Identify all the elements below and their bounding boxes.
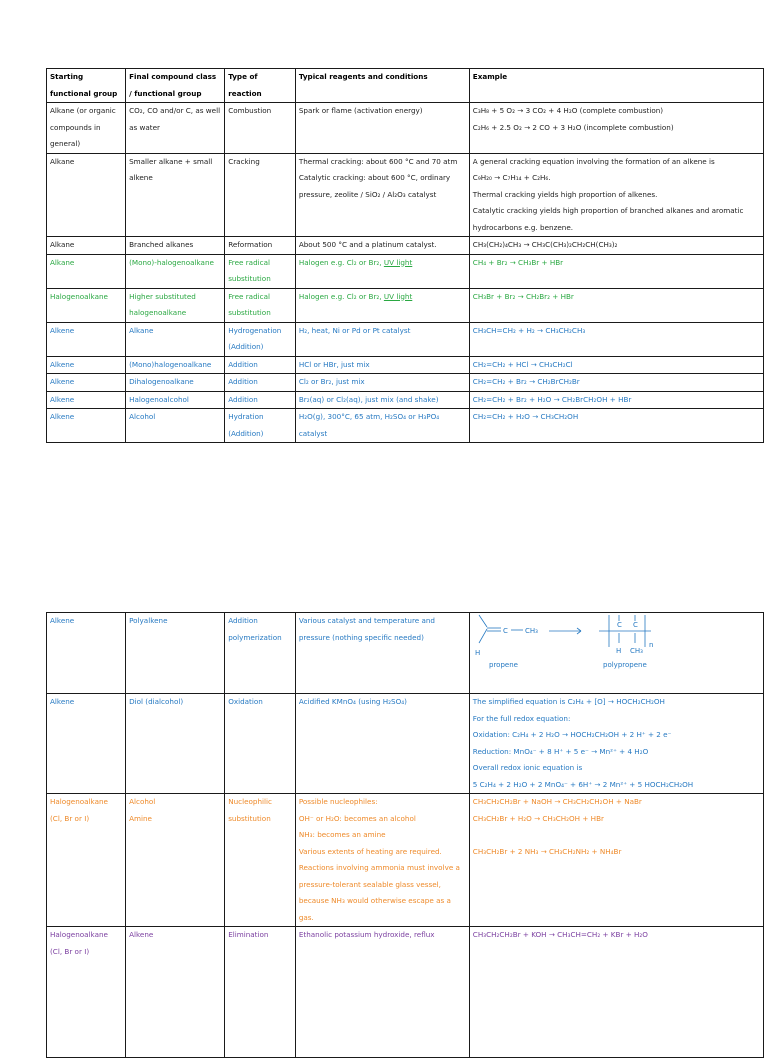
- reagent-line: Various catalyst and temperature and pressure (nothing specific needed): [298, 616, 435, 642]
- cell-start: Alkene: [47, 322, 126, 356]
- reactions-table-1: [46, 68, 764, 443]
- reagents-text: Halogen e.g. Cl₂ or Br₂,: [298, 291, 382, 301]
- reagent-line: NH₃: becomes an amine: [298, 830, 386, 839]
- table-row: [47, 237, 764, 255]
- final-line: Alcohol: [129, 797, 156, 806]
- polypropene-label: polypropene: [602, 661, 647, 669]
- cell-type: Elimination: [225, 927, 296, 1058]
- cell-type: Free radical substitution: [225, 254, 296, 288]
- header-type: Type of reaction: [225, 69, 296, 103]
- cell-type: Free radical substitution: [225, 288, 296, 322]
- example-line: CH₃CH₂Br + 2 NH₃ → CH₃CH₂NH₂ + NH₄Br: [472, 846, 622, 856]
- start-line: Alkene: [50, 616, 75, 625]
- cell-reagents: [295, 409, 469, 443]
- cell-example: [469, 409, 763, 443]
- cell-reagents: [295, 356, 469, 374]
- cell-example: [469, 356, 763, 374]
- cell-start: Alkene: [47, 374, 126, 392]
- cell-reagents: [295, 322, 469, 356]
- cell-start: Alkane: [47, 237, 126, 255]
- example-line: A general cracking equation involving the formation of an alkene is: [472, 156, 715, 166]
- example-line: CH₃CH=CH₂ + H₂ → CH₃CH₂CH₃: [472, 325, 586, 335]
- table-row: [47, 694, 764, 794]
- cell-example: [469, 153, 763, 237]
- cell-final: Smaller alkane + small alkene: [126, 153, 225, 237]
- reactions-table-2: [46, 612, 764, 1058]
- cell-type: Combustion: [225, 103, 296, 154]
- cell-final: Alcohol: [126, 409, 225, 443]
- cell-start: Alkane: [47, 153, 126, 237]
- example-line: CH₂=CH₂ + Br₂ → CH₂BrCH₂Br: [472, 377, 580, 386]
- cell-start: [47, 927, 126, 1058]
- propene-label: propene: [488, 661, 518, 669]
- cell-type: Hydration (Addition): [225, 409, 296, 443]
- cell-final: Alkane: [126, 322, 225, 356]
- table-row: [47, 391, 764, 409]
- cell-example: [469, 374, 763, 392]
- cell-type: Reformation: [225, 237, 296, 255]
- cell-reagents: [295, 927, 469, 1058]
- cell-example: [469, 254, 763, 288]
- h-label: H: [474, 649, 481, 657]
- cell-example: [469, 237, 763, 255]
- cell-start: Alkene: [47, 391, 126, 409]
- cell-example: [469, 613, 763, 694]
- reagents-text: Thermal cracking: about 600 °C and 70 atm Catalytic cracking: about 600 °C, ordinary pressure, zeolite / SiO₂ / Al₂O₃ catalyst: [298, 156, 458, 199]
- polymerization-diagram: [473, 613, 743, 689]
- header-reagents: Typical reagents and conditions: [295, 69, 469, 103]
- example-line: 5 C₂H₄ + 2 H₂O + 2 MnO₄⁻ + 6H⁺ → 2 Mn²⁺ + 5 HOCH₂CH₂OH: [472, 779, 694, 789]
- cell-start: Alkane (or organic compounds in general): [47, 103, 126, 154]
- cell-start: [47, 613, 126, 694]
- arrow-head: [577, 631, 581, 634]
- cell-type: Addition: [225, 356, 296, 374]
- cell-example: [469, 103, 763, 154]
- start-line: Halogenoalkane: [50, 797, 108, 806]
- reagent-line: Ethanolic potassium hydroxide, reflux: [298, 930, 435, 939]
- cell-final: Branched alkanes: [126, 237, 225, 255]
- header-row: [47, 69, 764, 103]
- reagents-underlined: UV light: [383, 291, 413, 301]
- cell-example: [469, 794, 763, 927]
- example-line: C₉H₂₀ → C₇H₁₄ + C₂H₆.: [472, 173, 551, 182]
- example-line: [473, 827, 760, 844]
- header-start: Starting functional group: [47, 69, 126, 103]
- cell-start: [47, 694, 126, 794]
- cell-type: Hydrogenation (Addition): [225, 322, 296, 356]
- cell-example: [469, 927, 763, 1058]
- cell-start: Alkene: [47, 409, 126, 443]
- cell-reagents: [295, 374, 469, 392]
- bond: [479, 615, 487, 627]
- cell-start: Halogenoalkane: [47, 288, 126, 322]
- cell-reagents: [295, 391, 469, 409]
- c-label: C: [502, 627, 508, 635]
- bond: [479, 629, 487, 643]
- example-line: CH₂=CH₂ + HCl → CH₃CH₂Cl: [472, 359, 573, 369]
- c-label: C: [616, 621, 622, 629]
- table-row: [47, 927, 764, 1058]
- reagents-text: Spark or flame (activation energy): [298, 106, 423, 115]
- example-line: For the full redox equation:: [472, 713, 571, 723]
- cell-start: Alkane: [47, 254, 126, 288]
- table-row: [47, 153, 764, 237]
- table-row: [47, 794, 764, 927]
- cell-final: Higher substituted halogenoalkane: [126, 288, 225, 322]
- final-line: Alkene: [129, 930, 154, 939]
- reagents-text: Br₂(aq) or Cl₂(aq), just mix (and shake): [298, 394, 439, 404]
- cell-start: [47, 794, 126, 927]
- example-line: Overall redox ionic equation is: [472, 763, 583, 772]
- reagents-text: Halogen e.g. Cl₂ or Br₂,: [298, 257, 382, 267]
- final-line: Amine: [129, 813, 152, 823]
- start-line: Halogenoalkane: [50, 930, 108, 939]
- table-row: [47, 374, 764, 392]
- cell-start: Alkene: [47, 356, 126, 374]
- cell-reagents: [295, 694, 469, 794]
- cell-final: [126, 694, 225, 794]
- cell-reagents: [295, 103, 469, 154]
- start-line: Alkene: [50, 697, 75, 706]
- example-line: C₂H₆ + 2.5 O₂ → 2 CO + 3 H₂O (incomplete combustion): [472, 122, 674, 132]
- reagent-line: Possible nucleophiles:: [298, 797, 378, 806]
- reagents-text: H₂O(g), 300°C, 65 atm, H₂SO₄ or H₃PO₄ catalyst: [298, 412, 440, 438]
- example-line: CH₂=CH₂ + H₂O → CH₃CH₂OH: [472, 412, 579, 421]
- c-label: C: [632, 621, 638, 629]
- start-line: (Cl, Br or I): [50, 946, 90, 956]
- reagents-text: HCl or HBr, just mix: [298, 359, 370, 369]
- example-line: CH₃CH₂CH₂Br + KOH → CH₃CH=CH₂ + KBr + H₂O: [472, 930, 648, 939]
- n-label: n: [648, 641, 654, 649]
- reagents-underlined: UV light: [383, 257, 413, 267]
- cell-reagents: [295, 237, 469, 255]
- table-row: [47, 288, 764, 322]
- cell-final: CO₂, CO and/or C, as well as water: [126, 103, 225, 154]
- example-line: C₃H₈ + 5 O₂ → 3 CO₂ + 4 H₂O (complete combustion): [472, 106, 664, 115]
- cell-example: [469, 694, 763, 794]
- example-line: CH₂=CH₂ + Br₂ + H₂O → CH₂BrCH₂OH + HBr: [472, 394, 632, 404]
- example-line: CH₃CH₂CH₂Br + NaOH → CH₃CH₂CH₂OH + NaBr: [472, 797, 642, 806]
- header-final: Final compound class / functional group: [126, 69, 225, 103]
- cell-type: Addition polymerization: [225, 613, 296, 694]
- ch3-label: CH₃: [629, 647, 643, 655]
- table-row: [47, 103, 764, 154]
- cell-example: [469, 391, 763, 409]
- cell-type: Addition: [225, 391, 296, 409]
- example-line: CH₃(CH₂)₄CH₃ → CH₃C(CH₃)₂CH₂CH(CH₃)₂: [472, 240, 618, 249]
- cell-final: [126, 794, 225, 927]
- example-line: CH₃Br + Br₂ → CH₂Br₂ + HBr: [472, 291, 574, 301]
- example-line: The simplified equation is C₂H₄ + [O] → HOCH₂CH₂OH: [472, 697, 665, 706]
- table-row: [47, 613, 764, 694]
- reagent-line: Acidified KMnO₄ (using H₂SO₄): [298, 697, 407, 706]
- start-line: (Cl, Br or I): [50, 813, 90, 823]
- table-row: [47, 322, 764, 356]
- cell-reagents: [295, 254, 469, 288]
- cell-type: Addition: [225, 374, 296, 392]
- reagents-text: Cl₂ or Br₂, just mix: [298, 377, 365, 386]
- reagents-text: About 500 °C and a platinum catalyst.: [298, 240, 437, 249]
- cell-reagents: [295, 153, 469, 237]
- table-row: [47, 356, 764, 374]
- cell-final: Halogenoalcohol: [126, 391, 225, 409]
- arrow-head: [577, 628, 581, 631]
- cell-type: Cracking: [225, 153, 296, 237]
- cell-example: [469, 288, 763, 322]
- reagents-text: H₂, heat, Ni or Pd or Pt catalyst: [298, 325, 411, 335]
- cell-final: [126, 613, 225, 694]
- cell-type: Oxidation: [225, 694, 296, 794]
- cell-type: Nucleophilic substitution: [225, 794, 296, 927]
- reagent-line: Reactions involving ammonia must involve a pressure-tolerant sealable glass vessel, because NH₃ would otherwise escape as a gas.: [298, 863, 460, 922]
- cell-example: [469, 322, 763, 356]
- ch3-label: CH₃: [524, 627, 538, 635]
- example-line: Thermal cracking yields high proportion of alkenes.: [472, 189, 658, 199]
- header-example: Example: [469, 69, 763, 103]
- cell-final: [126, 927, 225, 1058]
- cell-reagents: [295, 794, 469, 927]
- cell-reagents: [295, 613, 469, 694]
- cell-reagents: [295, 288, 469, 322]
- final-line: Diol (dialcohol): [129, 697, 184, 706]
- cell-final: Dihalogenoalkane: [126, 374, 225, 392]
- example-line: CH₄ + Br₂ → CH₃Br + HBr: [472, 257, 564, 267]
- example-line: Reduction: MnO₄⁻ + 8 H⁺ + 5 e⁻ → Mn²⁺ + 4 H₂O: [472, 746, 649, 756]
- reagent-line: OH⁻ or H₂O: becomes an alcohol: [298, 813, 416, 823]
- reagent-line: Various extents of heating are required.: [298, 846, 442, 856]
- example-line: Catalytic cracking yields high proportion of branched alkanes and aromatic hydrocarbons e.g. benzene.: [472, 206, 744, 232]
- example-line: CH₃CH₂Br + H₂O → CH₃CH₂OH + HBr: [472, 813, 604, 823]
- table-row: [47, 254, 764, 288]
- final-line: Polyalkene: [129, 616, 168, 625]
- h-label: H: [615, 647, 622, 655]
- cell-final: (Mono)-halogenoalkane: [126, 254, 225, 288]
- example-line: Oxidation: C₂H₄ + 2 H₂O → HOCH₂CH₂OH + 2 H⁺ + 2 e⁻: [472, 730, 672, 739]
- table-row: [47, 409, 764, 443]
- cell-final: (Mono)halogenoalkane: [126, 356, 225, 374]
